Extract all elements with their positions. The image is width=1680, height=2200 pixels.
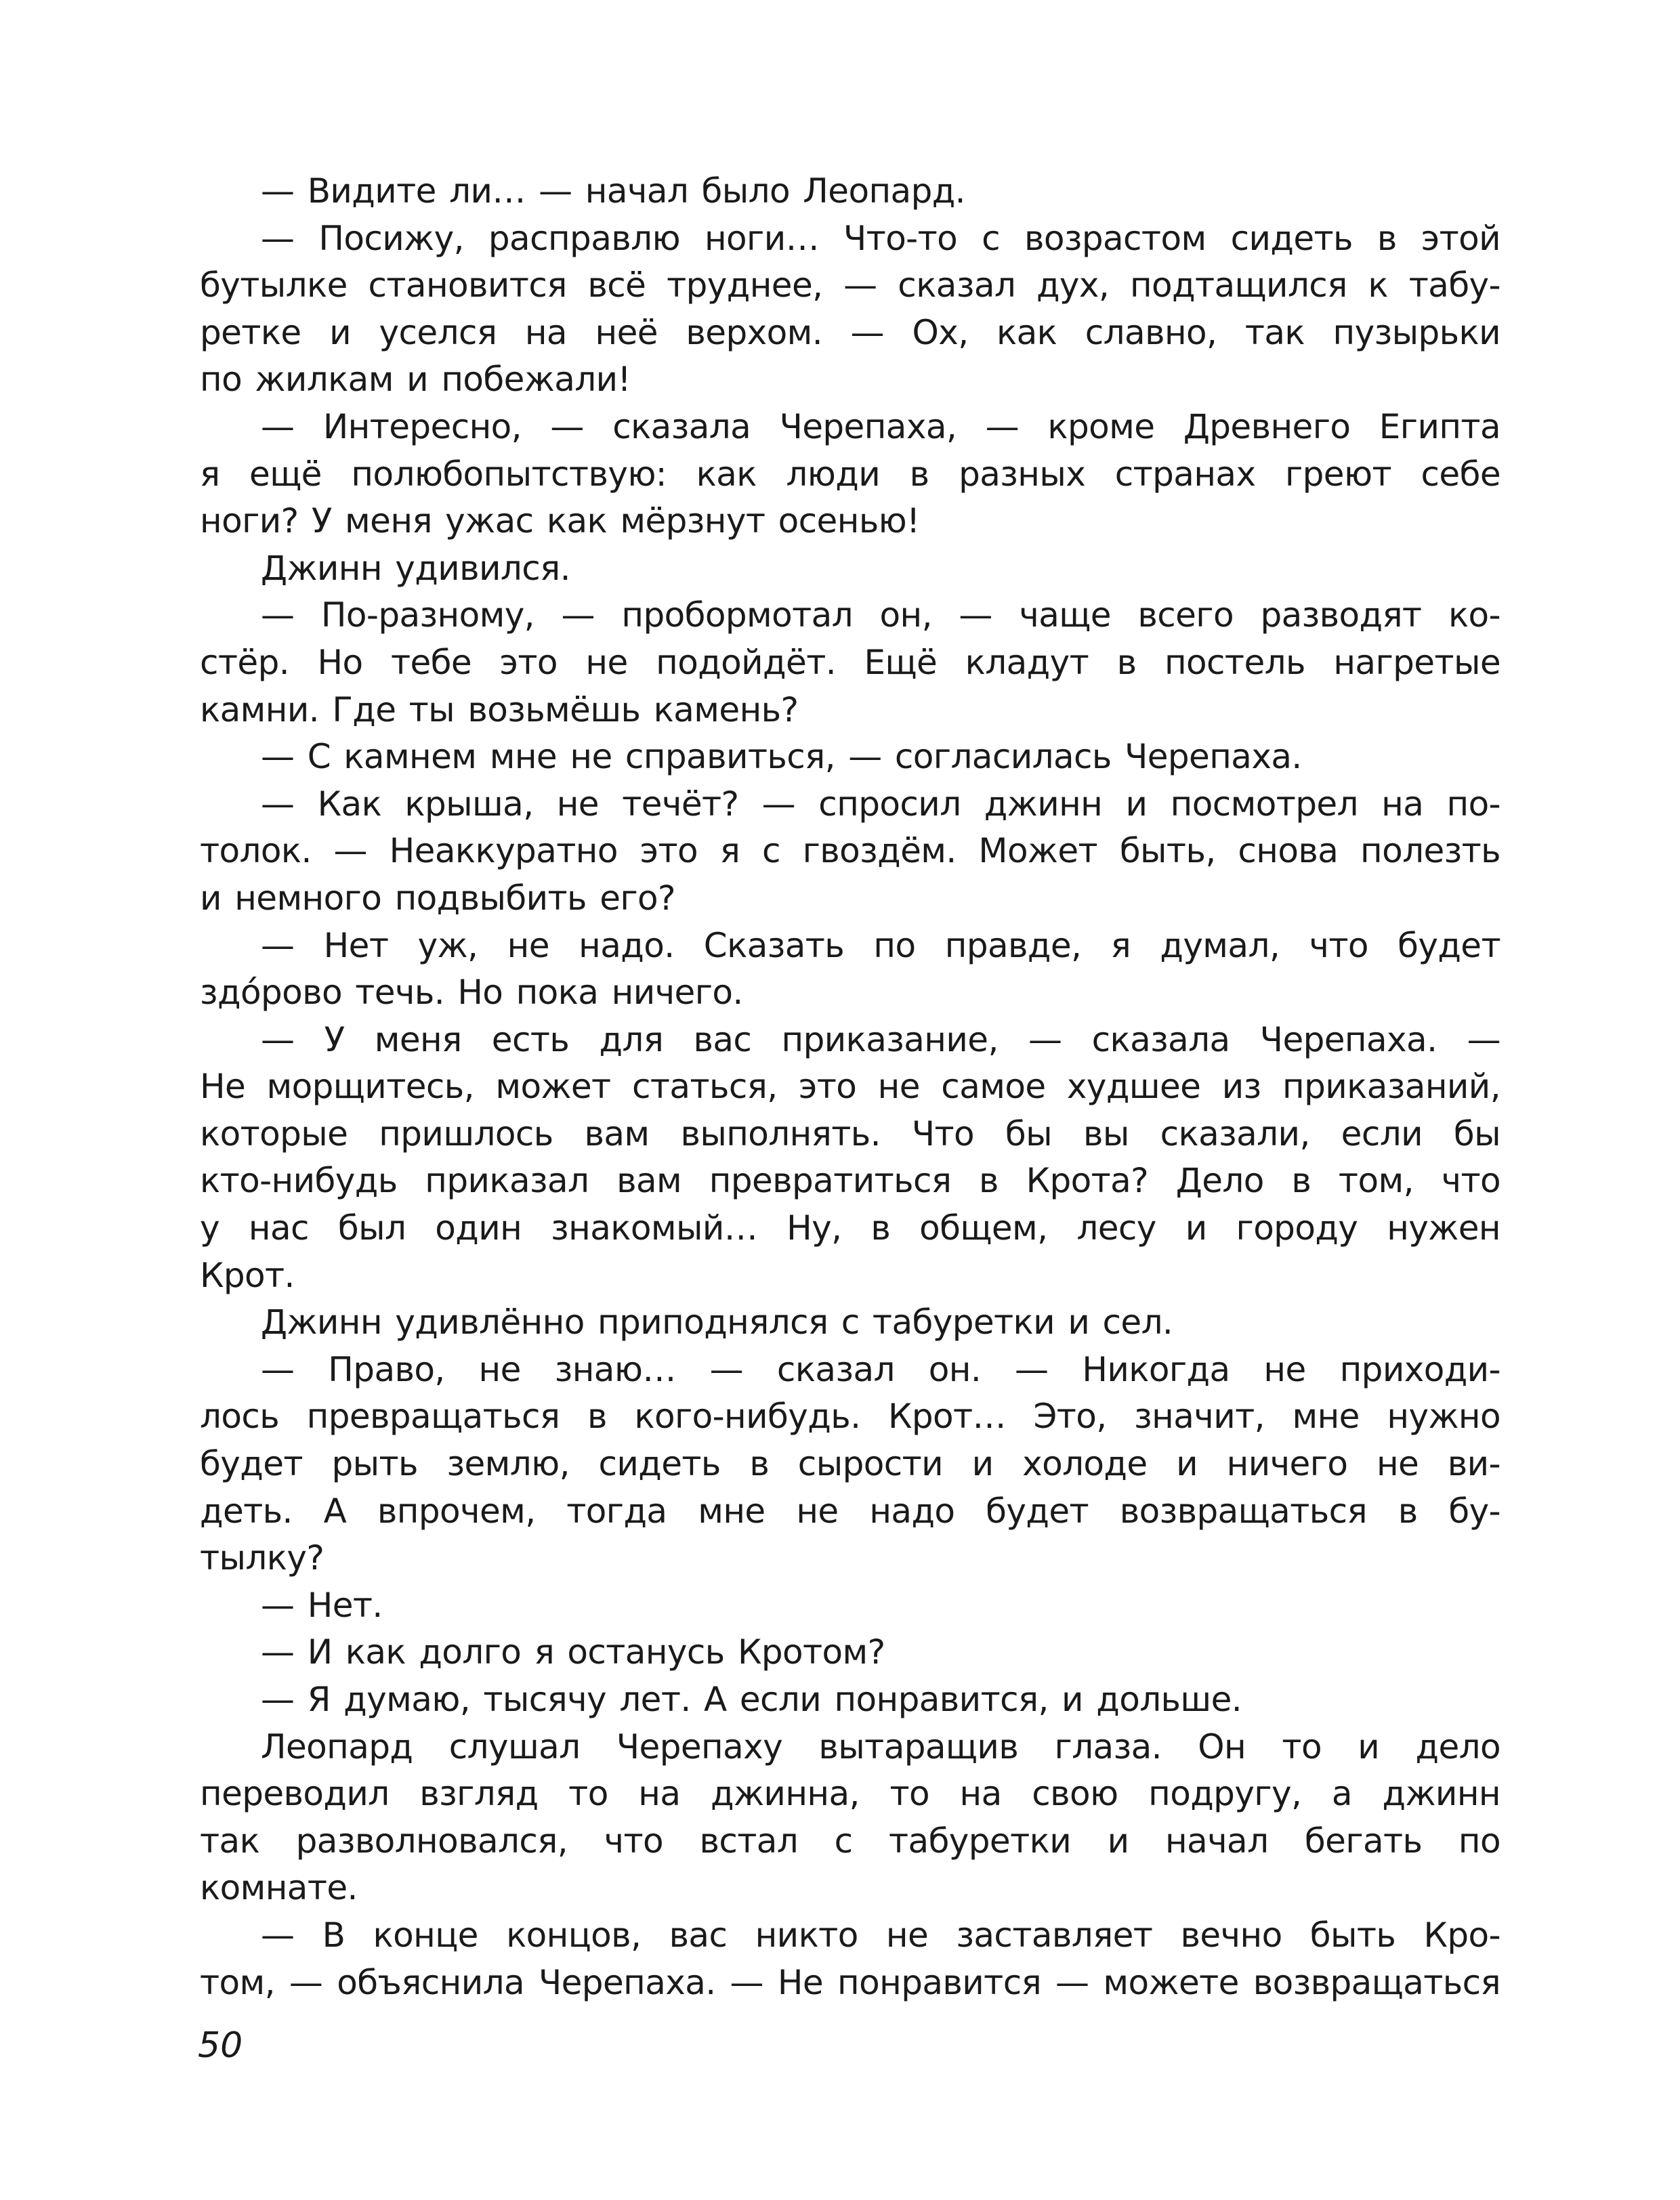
text-line: Джинн удивлённо приподнялся с табуретки и сел. <box>261 1303 1173 1342</box>
text-line: тылку? <box>200 1538 324 1578</box>
text-line: которые пришлось вам выполнять. Что бы вы сказали, если бы <box>200 1114 1500 1154</box>
text-line: лось превращаться в кого-нибудь. Крот… Это, значит, мне нужно <box>200 1397 1500 1437</box>
text-line: — В конце концов, вас никто не заставляет вечно быть Кро- <box>261 1915 1500 1955</box>
text-line: и немного подвыбить его? <box>200 878 675 918</box>
text-line: так разволновался, что встал с табуретки и начал бегать по <box>200 1821 1500 1861</box>
text-line: переводил взгляд то на джинна, то на свою подругу, а джинн <box>200 1774 1500 1814</box>
text-line: толок. — Неаккуратно это я с гвоздём. Может быть, снова полезть <box>200 831 1500 871</box>
text-line: — По-разному, — пробормотал он, — чаще всего разводят ко- <box>261 595 1500 635</box>
text-line: я ещё полюбопытствую: как люди в разных странах греют себе <box>200 454 1500 494</box>
text-line: бутылке становится всё труднее, — сказал дух, подтащился к табу- <box>200 266 1500 305</box>
text-line: деть. А впрочем, тогда мне не надо будет возвращаться в бу- <box>200 1491 1500 1531</box>
text-line: — Посижу, расправлю ноги… Что-то с возрастом сидеть в этой <box>261 218 1500 258</box>
text-line: Крот. <box>200 1255 295 1295</box>
text-line: у нас был один знакомый… Ну, в общем, лесу и городу нужен <box>200 1208 1500 1248</box>
text-line: — Нет. <box>261 1585 383 1625</box>
text-line: по жилкам и побежали! <box>200 360 631 400</box>
text-line: — Право, не знаю… — сказал он. — Никогда не приходи- <box>261 1349 1500 1389</box>
text-line: — Интересно, — сказала Черепаха, — кроме Древнего Египта <box>261 406 1500 446</box>
text-line: Джинн удивился. <box>261 548 570 588</box>
text-line: кто-нибудь приказал вам превратиться в Крота? Дело в том, что <box>200 1161 1500 1201</box>
text-line: — Я думаю, тысячу лет. А если понравится, и дольше. <box>261 1680 1242 1719</box>
text-line: ноги? У меня ужас как мёрзнут осенью! <box>200 501 920 541</box>
body-text <box>200 168 1500 2006</box>
text-line: Леопард слушал Черепаху вытаращив глаза. Он то и дело <box>261 1727 1500 1767</box>
text-line: — Как крыша, не течёт? — спросил джинн и посмотрел на по- <box>261 784 1500 824</box>
text-line: будет рыть землю, сидеть в сырости и холоде и ничего не ви- <box>200 1444 1500 1484</box>
page-number: 50 <box>198 2025 243 2066</box>
text-line: камни. Где ты возьмёшь камень? <box>200 690 799 729</box>
text-line: том, — объяснила Черепаха. — Не понравится — можете возвращаться <box>200 1962 1500 2002</box>
text-line: — Нет уж, не надо. Сказать по правде, я думал, что будет <box>261 925 1500 965</box>
text-line: — У меня есть для вас приказание, — сказала Черепаха. — <box>261 1019 1500 1059</box>
text-line: — С камнем мне не справиться, — согласилась Черепаха. <box>261 737 1302 777</box>
text-line: здо́рово течь. Но пока ничего. <box>200 973 743 1013</box>
text-line: стёр. Но тебе это не подойдёт. Ещё кладут в постель нагретые <box>200 642 1500 682</box>
text-line: ретке и уселся на неё верхом. — Ох, как славно, так пузырьки <box>200 312 1500 352</box>
text-line: — Видите ли… — начал было Леопард. <box>261 171 965 211</box>
text-line: — И как долго я останусь Кротом? <box>261 1632 885 1672</box>
text-line: комнате. <box>200 1868 358 1908</box>
text-line: Не морщитесь, может статься, это не самое худшее из приказаний, <box>200 1067 1500 1107</box>
